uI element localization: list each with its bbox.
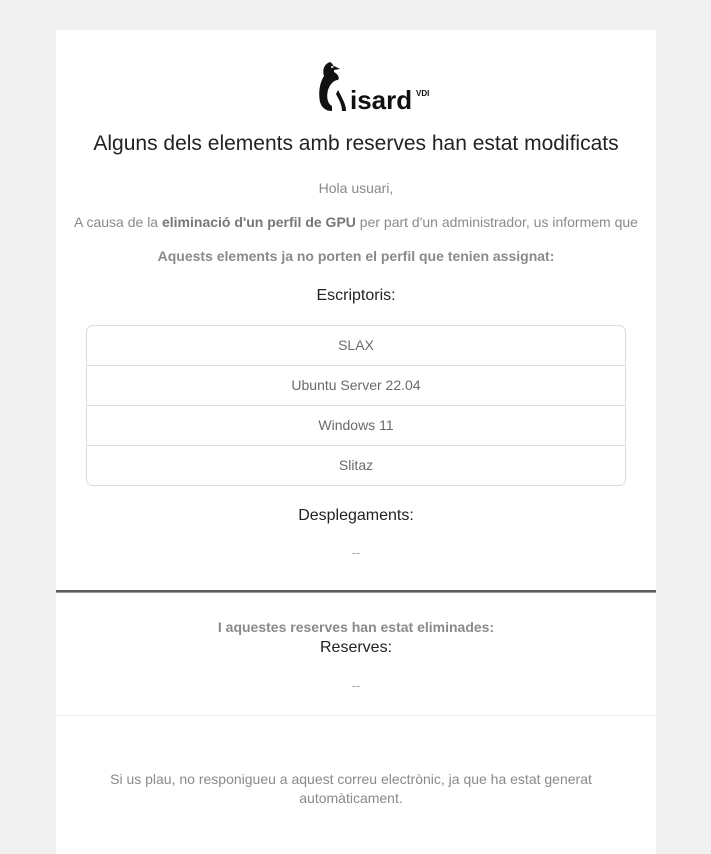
- reservations-heading: Reserves:: [319, 639, 393, 656]
- desktop-list: [86, 325, 626, 486]
- email-title: Alguns dels elements amb reserves han estat modificats: [93, 132, 619, 155]
- list-item: Windows 11: [87, 406, 625, 446]
- deployments-heading: Desplegaments:: [298, 507, 414, 524]
- cause-suffix: per part d'un administrador, us informem que: [355, 214, 638, 230]
- list-item: SLAX: [87, 326, 625, 366]
- isard-logo: [316, 58, 436, 114]
- email-main-card: [56, 30, 656, 590]
- list-item: Slitaz: [338, 457, 374, 473]
- brand-name: isard: [350, 85, 413, 114]
- notice-text: Aquests elements ja no porten el perfil que tenien assignat:: [157, 248, 555, 264]
- deployments-empty: --: [351, 545, 361, 560]
- cause-bold: eliminació d'un perfil de GPU: [161, 214, 356, 230]
- reservations-empty: --: [351, 678, 361, 693]
- greeting-text: Hola usuari,: [318, 180, 394, 196]
- list-item: Ubuntu Server 22.04: [87, 366, 625, 406]
- cause-text: [56, 214, 656, 230]
- desktops-heading: Escriptoris:: [316, 287, 396, 304]
- cause-prefix: A causa de la: [74, 214, 162, 230]
- brand-suffix: VDI: [416, 89, 430, 98]
- footer-text: Si us plau, no responigueu a aquest correu electrònic, ja que ha estat generat automàticament.: [110, 771, 592, 806]
- removed-note-text: I aquestes reserves han estat eliminades:: [217, 619, 495, 635]
